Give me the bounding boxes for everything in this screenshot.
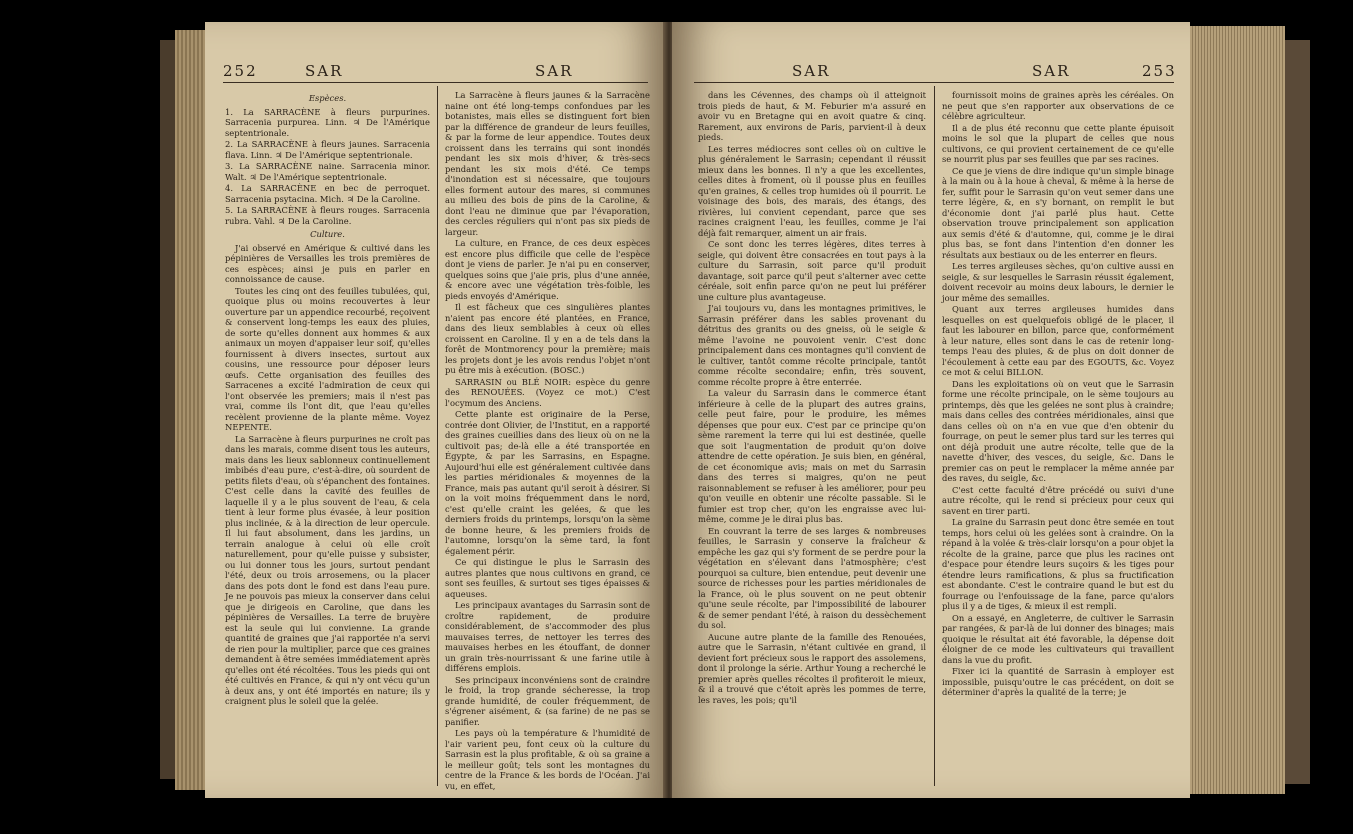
page-edges-right [1190,26,1285,794]
header-rule-left [223,82,648,83]
species-item: 3. La SARRACÈNE naine. Sarracenia minor. Walt. ♃ De l'Amérique septentrionale. [225,161,430,182]
paragraph: Ses principaux inconvéniens sont de craindre le froid, la trop grande sécheresse, la trop grande humidité, de couler fréquemment, de s'égrener aisément, & (sa farine) de ne pas se panifier. [445,674,650,727]
paragraph: Les pays où la température & l'humidité de l'air varient peu, font ceux où la culture du Sarrasin est la plus profitable, & où sa graine a le meilleur goût; tels sont les montagnes du centre de la France & les bords de l'Océan. J'ai vu, en effet, [445,728,650,791]
paragraph: Ce sont donc les terres légères, dites terres à seigle, qui doivent être consacrées en tout pays à la culture du Sarrasin, soit parce qu'il produit davantage, soit parce qu'il peut s'alterner avec cette céréale, soit enfin parce qu'on ne peut lui préférer une culture plus avantageuse. [698,239,926,302]
species-item: 2. La SARRACÈNE à fleurs jaunes. Sarracenia flava. Linn. ♃ De l'Amérique septentrionale. [225,139,430,160]
paragraph: Les terres médiocres sont celles où on cultive le plus généralement le Sarrasin; cependant il réussit mieux dans les bonnes. Il n'y a que les excellentes, celles dites à froment, où il pousse plus en feuilles qu'en graines, & celles trop humides où il pourrit. Le voisinage des bois, des marais, des étangs, des rivières, lui convient cependant, parce que ses racines craignent l'eau, les feuilles, comme je l'ai déjà fait remarquer, aiment un air frais. [698,143,926,238]
paragraph: En couvrant la terre de ses larges & nombreuses feuilles, le Sarrasin y conserve la fraîcheur & empêche les gaz qui s'y forment de se perdre pour la végétation en s'élevant dans l'atmosphère; c'est pourquoi sa culture, bien entendue, peut devenir une source de richesses pour les parties méridionales de la France, où le plus souvent on ne peut obtenir qu'une seule récolte, par l'impossibilité de labourer & de semer pendant l'été, à raison du dessèchement du sol. [698,525,926,630]
column-rule-left [437,86,438,786]
paragraph: La culture, en France, de ces deux espèces est encore plus difficile que celle de l'espèce dont je viens de parler. Je n'ai pu en conserver, quelques soins que j'aie pris, plus d'une année, & encore avec une végétation très-foible, les pieds envoyés d'Amérique. [445,238,650,301]
paragraph: Ce que je viens de dire indique qu'un simple binage à la main ou à la houe à cheval, & même à la herse de fer, suffit pour le Sarrasin qu'on veut semer dans une terre légère, &, en s'y bornant, on remplit le but d'économie dont j'ai parlé plus haut. Cette observation trouve principalement son application aux semis d'été & d'automne, qui, comme je le dirai plus bas, se font dans l'intention d'en donner les résultats aux bestiaux ou de les enterrer en fleurs. [942,165,1174,260]
running-head-left-2: SAR [535,62,574,80]
book-cover-right [1285,40,1310,784]
paragraph: Les principaux avantages du Sarrasin sont de croître rapidement, de produire considérablement, de s'accommoder des plus mauvaises terres, de nettoyer les terres des mauvaises herbes en les étouffant, de donner un grain très-nourrissant & une farine utile à différens emplois. [445,600,650,673]
page-edges-left [175,30,207,790]
paragraph: fournissoit moins de graines après les céréales. On ne peut que s'en rapporter aux observations de ce célèbre agriculteur. [942,90,1174,121]
running-head-right-1: SAR [792,62,831,80]
paragraph: dans les Cévennes, des champs où il atteignoit trois pieds de haut, & M. Feburier m'a assuré en avoir vu en Bretagne qui en avoit quatre & cinq. Rarement, aux environs de Paris, parvient-il à deux pieds. [698,90,926,142]
book-cover-left [160,40,176,779]
paragraph: Il a de plus été reconnu que cette plante épuisoit moins le sol que la plupart de celles que nous cultivons, ce qui provient certainement de ce qu'elle se nourrit plus par ses feuilles que par ses racines. [942,122,1174,164]
paragraph: J'ai toujours vu, dans les montagnes primitives, le Sarrasin préférer dans les sables provenant du détritus des granits ou des gneiss, où le seigle & même l'avoine ne pouvoient venir. C'est donc principalement dans ces montagnes qu'il convient de le cultiver, tantôt comme récolte principale, tantôt comme récolte secondaire; enfin, très souvent, comme récolte propre à être enterrée. [698,303,926,387]
right-page-column-1 [698,90,926,706]
running-head-right-2: SAR [1032,62,1071,80]
species-list [225,107,430,227]
species-heading: Espèces. [308,93,347,103]
right-page [672,22,1190,798]
paragraph: Toutes les cinq ont des feuilles tubulées, qui, quoique plus ou moins recouvertes à leur ouverture par un appendice recourbé, reçoivent & conservent long-temps les eaux des pluies, de sorte qu'elles donnent aux hommes & aux animaux un moyen d'appaiser leur soif, qu'elles fournissent à divers insectes, surtout aux cousins, une ressource pour déposer leurs œufs. Cette organisation des feuilles des Sarracenes a excité l'admiration de ceux qui l'ont observée les premiers; mais il n'est pas vrai, comme ils l'ont dit, que l'eau qu'elles recèlent provienne de la plante même. Voyez NEPENTE. [225,285,430,432]
left-page-column-1 [225,90,430,708]
paragraph: J'ai observé en Amérique & cultivé dans les pépinières de Versailles les trois premières de ces espèces; ainsi je puis en parler en connoissance de cause. [225,242,430,284]
paragraph: On a essayé, en Angleterre, de cultiver le Sarrasin par rangées, & par-là de lui donner des binages; mais quoique le résultat ait été favorable, la dépense doit éloigner de ce mode les cultivateurs qui travaillent dans la vue du profit. [942,612,1174,665]
paragraph: Cette plante est originaire de la Perse, contrée dont Olivier, de l'Institut, en a rapporté des graines cueillies dans des lieux où on ne la cultivoit pas; de-là elle a été transportée en Égypte, & par les Sarrasins, en Espagne. Aujourd'hui elle est généralement cultivée dans les parties méridionales & moyennes de la France, mais pas autant qu'il seroit à désirer. Si on la voit moins fréquemment dans le nord, c'est qu'elle craint les gelées, & que les derniers froids du printemps, lorsqu'on la sème de bonne heure, & les premiers froids de l'automne, lorsqu'on la sème tard, la font également périr. [445,409,650,556]
paragraph: La graine du Sarrasin peut donc être semée en tout temps, hors celui où les gelées sont à craindre. On la répand à la volée & très-clair lorsqu'on a pour objet la récolte de la graine, parce que plus les racines ont d'espace pour étendre leurs suçoirs & les tiges pour étendre leurs ramifications, & plus sa fructification est abondante. C'est le contraire quand le but est du fourrage ou l'enfouissage de la fane, parce qu'alors plus il y a de tiges, & mieux il est rempli. [942,517,1174,611]
left-page [205,22,666,798]
left-page-column-2 [445,90,650,792]
paragraph: Ce qui distingue le plus le Sarrasin des autres plantes que nous cultivons en grand, ce sont ses feuilles, & surtout ses tiges épaisses & aqueuses. [445,557,650,599]
right-page-column-2 [942,90,1174,699]
species-item: 5. La SARRACÈNE à fleurs rouges. Sarracenia rubra. Vahl. ♃ De la Caroline. [225,205,430,226]
paragraph: SARRASIN ou BLÉ NOIR: espèce du genre des RENOUÉES. (Voyez ce mot.) C'est l'ocymum des Anciens. [445,376,650,408]
page-number-left: 252 [223,62,258,80]
paragraph: La Sarracène à fleurs jaunes & la Sarracène naine ont été long-temps confondues par les botanistes, mais elles se distinguent fort bien par la différence de grandeur de leurs feuilles, & par la forme de leur appendice. Toutes deux croissent dans les terrains qui sont inondés pendant les six mois d'hiver, & très-secs pendant les six mois d'été. Ce temps d'inondation est si nécessaire, que toujours elles forment autour des mares, si communes au milieu des bois de pins de la Caroline, & dont l'eau ne diminue que par l'évaporation, des cercles réguliers qui n'ont pas six pieds de largeur. [445,90,650,237]
column-rule-right [934,86,935,786]
paragraph: La Sarracène à fleurs purpurines ne croît pas dans les marais, comme disent tous les auteurs, mais dans les lieux sablonneux continuellement imbibés d'eau pure, c'est-à-dire, où sourdent de petits filets d'eau, où s'épanchent des fontaines. C'est celle dans la cavité des feuilles de laquelle il y a le plus souvent de l'eau, & cela tient à leur forme plus évasée, à leur position plus inclinée, & à la direction de leur opercule. Il lui faut absolument, dans les jardins, un terrain analogue à celui où elle croît naturellement, pour qu'elle puisse y subsister, ou lui donner tous les jours, surtout pendant l'été, deux ou trois arrosemens, ou la placer dans des pots dont le fond est dans l'eau pure. Je ne pouvois pas mieux la conserver dans celui que je dirigeois en Caroline, que dans les pépinières de Versailles. La terre de bruyère est la seule qui lui convienne. La grande quantité de graines que j'ai rapportée n'a servi de rien pour la multiplier, parce que ces graines demandent à être semées immédiatement après qu'elles ont été récoltées. Tous les pieds qui ont été cultivés en France, & qui n'y ont vécu qu'un à deux ans, y ont été importés en nature; ils y craignent plus le soleil que la gelée. [225,433,430,706]
paragraph: La valeur du Sarrasin dans le commerce étant inférieure à celle de la plupart des autres grains, celle peut faire, pour le produire, les mêmes dépenses que pour eux. C'est par ce principe qu'on sème rarement la terre qui lui est destinée, quelle que soit l'augmentation de produit qu'on doive attendre de cette opération. Je suis bien, en général, de cet économique avis; mais on met du Sarrasin dans des terres si maigres, qu'on ne peut raisonnablement se refuser à les améliorer, pour peu qu'on veuille en obtenir une récolte passable. Si le fumier est trop cher, qu'on les engraisse avec lui-même, comme je le dirai plus bas. [698,388,926,524]
page-number-right: 253 [1142,62,1177,80]
paragraph: Fixer ici la quantité de Sarrasin à employer est impossible, puisqu'outre le cas précédent, on doit se déterminer d'après la qualité de la terre; je [942,666,1174,697]
species-item: 4. La SARRACÈNE en bec de perroquet. Sarracenia psytacina. Mich. ♃ De la Caroline. [225,183,430,204]
paragraph: C'est cette faculté d'être précédé ou suivi d'une autre récolte, qui le rend si précieux pour ceux qui savent en tirer parti. [942,484,1174,516]
paragraph: Quant aux terres argileuses humides dans lesquelles on est quelquefois obligé de le placer, il faut les labourer en billon, parce que, conformément à leur nature, elles sont dans le cas de retenir long-temps l'eau des pluies, & de plus on doit donner de l'écoulement à cette eau par des EGOUTS, &c. Voyez ce mot & celui BILLON. [942,304,1174,377]
species-item: 1. La SARRACÈNE à fleurs purpurines. Sarracenia purpurea. Linn. ♃ De l'Amérique septentrionale. [225,106,430,138]
paragraph: Dans les exploitations où on veut que le Sarrasin forme une récolte principale, on le sème toujours au printemps, dès que les gelées ne sont plus à craindre; mais dans celles des contrées méridionales, ainsi que dans celles où on n'a en vue que d'en obtenir du fourrage, on peut le semer plus tard sur les terres qui ont déjà produit une autre récolte, telle que de la navette d'hiver, des vesces, du seigle, &c. Dans le premier cas on peut le remplacer la même année par des raves, du seigle, &c. [942,378,1174,483]
paragraph: Il est fâcheux que ces singulières plantes n'aient pas encore été plantées, en France, dans des lieux semblables à ceux où elles croissent en Caroline. Il y en a de tels dans la forêt de Montmorency pour la première; mais les projets dont je les avois rendus l'objet n'ont pu être mis à exécution. (BOSC.) [445,302,650,375]
running-head-left-1: SAR [305,62,344,80]
paragraph: Aucune autre plante de la famille des Renouées, autre que le Sarrasin, n'étant cultivée en grand, il devient fort précieux sous le rapport des assolemens, dont il prolonge la série. Arthur Young a recherché le premier après quelles récoltes il profiteroit le mieux, & il a trouvé que c'étoit après les pommes de terre, les raves, les pois; qu'il [698,631,926,705]
culture-heading: Culture. [310,229,345,239]
header-rule-right [694,82,1174,83]
paragraph: Les terres argileuses sèches, qu'on cultive aussi en seigle, & sur lesquelles le Sarrasin réussit également, doivent recevoir au moins deux labours, le dernier le jour même des semailles. [942,261,1174,303]
